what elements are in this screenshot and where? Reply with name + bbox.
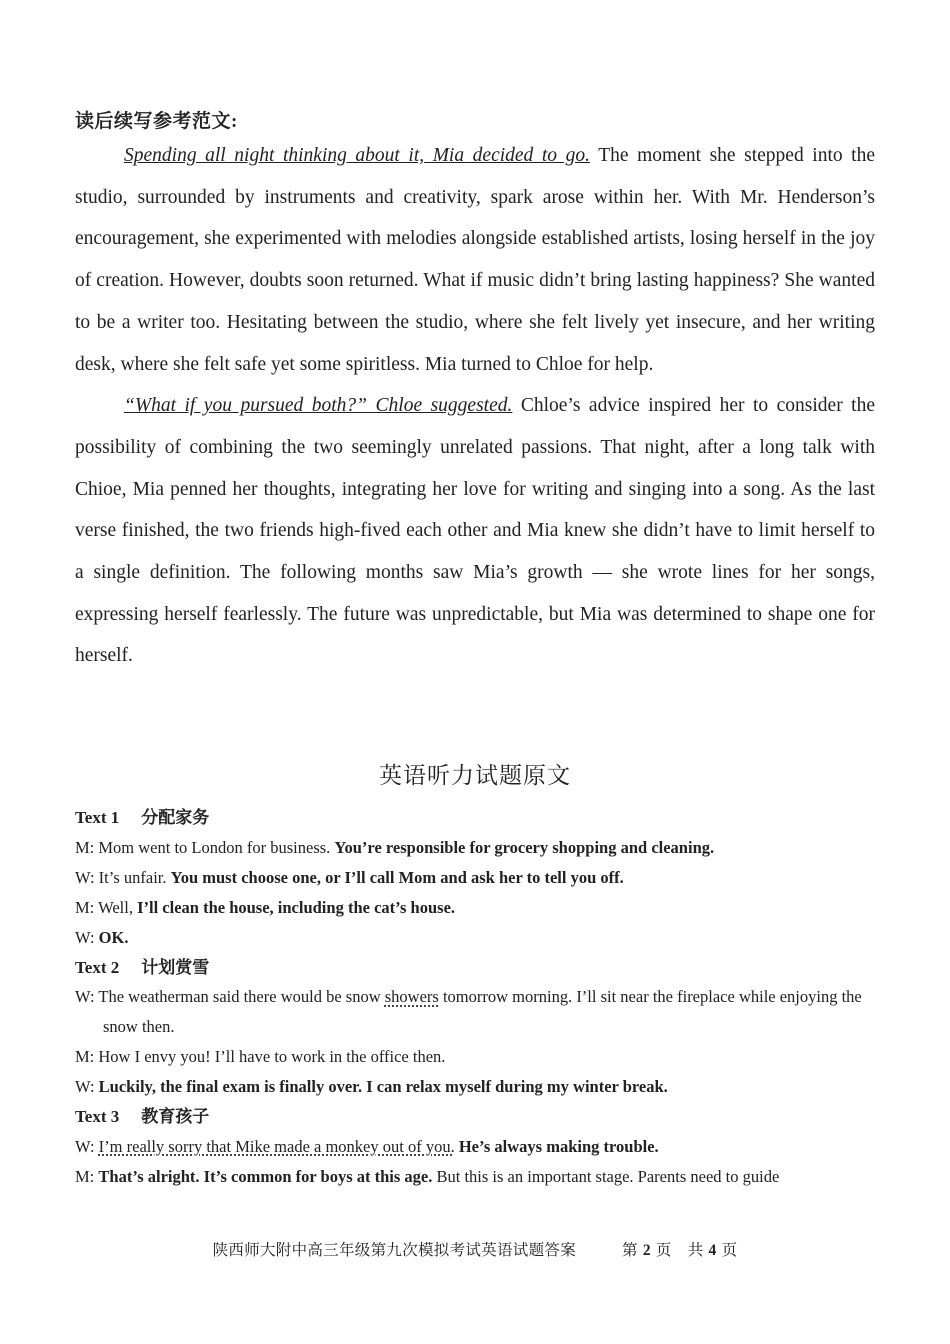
page-prefix: 第 xyxy=(622,1242,638,1259)
line-answer: You must choose one, or I’ll call Mom and ask her to tell you off. xyxy=(170,867,624,887)
essay-paragraph-2 xyxy=(75,385,875,677)
line-underlined: I’m really sorry that Mike made a monkey out of you. xyxy=(98,1136,455,1156)
line-text: W: xyxy=(75,1077,99,1097)
line-text: M: Mom went to London for business. xyxy=(75,837,335,857)
dialogue-line xyxy=(75,1072,880,1102)
line-answer: OK. xyxy=(98,927,129,947)
text-label: Text 3 xyxy=(75,1107,120,1127)
page-footer xyxy=(0,1238,950,1260)
line-answer: That’s alright. It’s common for boys at this age. xyxy=(98,1166,433,1186)
text-label: Text 1 xyxy=(75,808,120,827)
dialogue-line xyxy=(75,863,880,893)
text-topic: 教育孩子 xyxy=(141,1107,210,1127)
line-text: M: Well, xyxy=(75,897,138,917)
text-label: Text 2 xyxy=(75,957,120,977)
dialogue-line xyxy=(75,833,880,863)
listening-title: 英语听力试题原文 xyxy=(379,763,571,788)
line-text: But this is an important stage. Parents need to guide xyxy=(432,1166,780,1186)
line-underlined: showers xyxy=(384,987,439,1007)
paragraph-2-cue: “What if you pursued both?” Chloe suggested. xyxy=(124,395,513,417)
page-number: 2 xyxy=(642,1242,651,1259)
line-text: W: xyxy=(75,927,99,947)
line-answer: He’s always making trouble. xyxy=(454,1136,659,1156)
line-text: W: The weatherman said there would be snow xyxy=(75,987,385,1007)
dialogue-line xyxy=(75,923,880,953)
page-unit: 页 xyxy=(655,1242,672,1259)
page-indicator xyxy=(622,1242,737,1259)
footer-school: 陕西师大附中高三年级第九次模拟考试英语试题答案 xyxy=(212,1242,577,1259)
line-text: W: xyxy=(75,1136,99,1156)
text-2-heading xyxy=(75,953,880,983)
text-3-heading xyxy=(75,1102,880,1132)
line-answer: You’re responsible for grocery shopping and cleaning. xyxy=(334,837,715,857)
dialogue-line xyxy=(75,893,880,923)
dialogue-line xyxy=(75,1042,880,1072)
listening-transcript xyxy=(75,803,880,1192)
sample-essay xyxy=(75,135,875,677)
text-1-heading xyxy=(75,803,880,833)
total-prefix: 共 xyxy=(687,1242,704,1259)
essay-heading: 读后续写参考范文: xyxy=(75,111,238,132)
essay-paragraph-1 xyxy=(75,135,875,385)
dialogue-line xyxy=(75,1162,880,1192)
text-topic: 分配家务 xyxy=(141,808,210,827)
paragraph-1-text: The moment she stepped into the studio, surrounded by instruments and creativity, spark arose within her. With Mr. Henderson’s encouragement, she experimented with melodies alongside established artists, losing herself in the joy of creation. However, doubts soon returned. What if music didn’t bring lasting happiness? She wanted to be a writer too. Hesitating between the studio, where she felt lively yet insecure, and her writing desk, where she felt safe yet some spiritless. Mia turned to Chloe for help. xyxy=(75,145,876,375)
total-pages: 4 xyxy=(708,1242,717,1259)
line-text: M: xyxy=(75,1166,99,1186)
paragraph-2-text: Chloe’s advice inspired her to consider the possibility of combining the two seemingly unrelated passions. That night, after a long talk with Chioe, Mia penned her thoughts, integrating her love for writing and singing into a song. As the last verse finished, the two friends high-fived each other and Mia knew she didn’t have to limit herself to a single definition. The following months saw Mia’s growth — she wrote lines for her songs, expressing herself fearlessly. The future was unpredictable, but Mia was determined to shape one for herself. xyxy=(75,395,875,667)
line-text: tomorrow morning. I’ll sit near the fireplace while enjoying the snow then. xyxy=(103,987,862,1037)
line-text: W: It’s unfair. xyxy=(75,867,171,887)
dialogue-line xyxy=(75,982,880,1042)
total-unit: 页 xyxy=(721,1242,738,1259)
line-answer: I’ll clean the house, including the cat’s house. xyxy=(137,897,456,917)
paragraph-1-cue: Spending all night thinking about it, Mia decided to go. xyxy=(124,145,590,166)
text-topic: 计划赏雪 xyxy=(141,957,210,977)
line-text: M: How I envy you! I’ll have to work in the office then. xyxy=(75,1047,446,1067)
line-answer: Luckily, the final exam is finally over. I can relax myself during my winter break. xyxy=(98,1077,668,1097)
dialogue-line xyxy=(75,1132,880,1162)
